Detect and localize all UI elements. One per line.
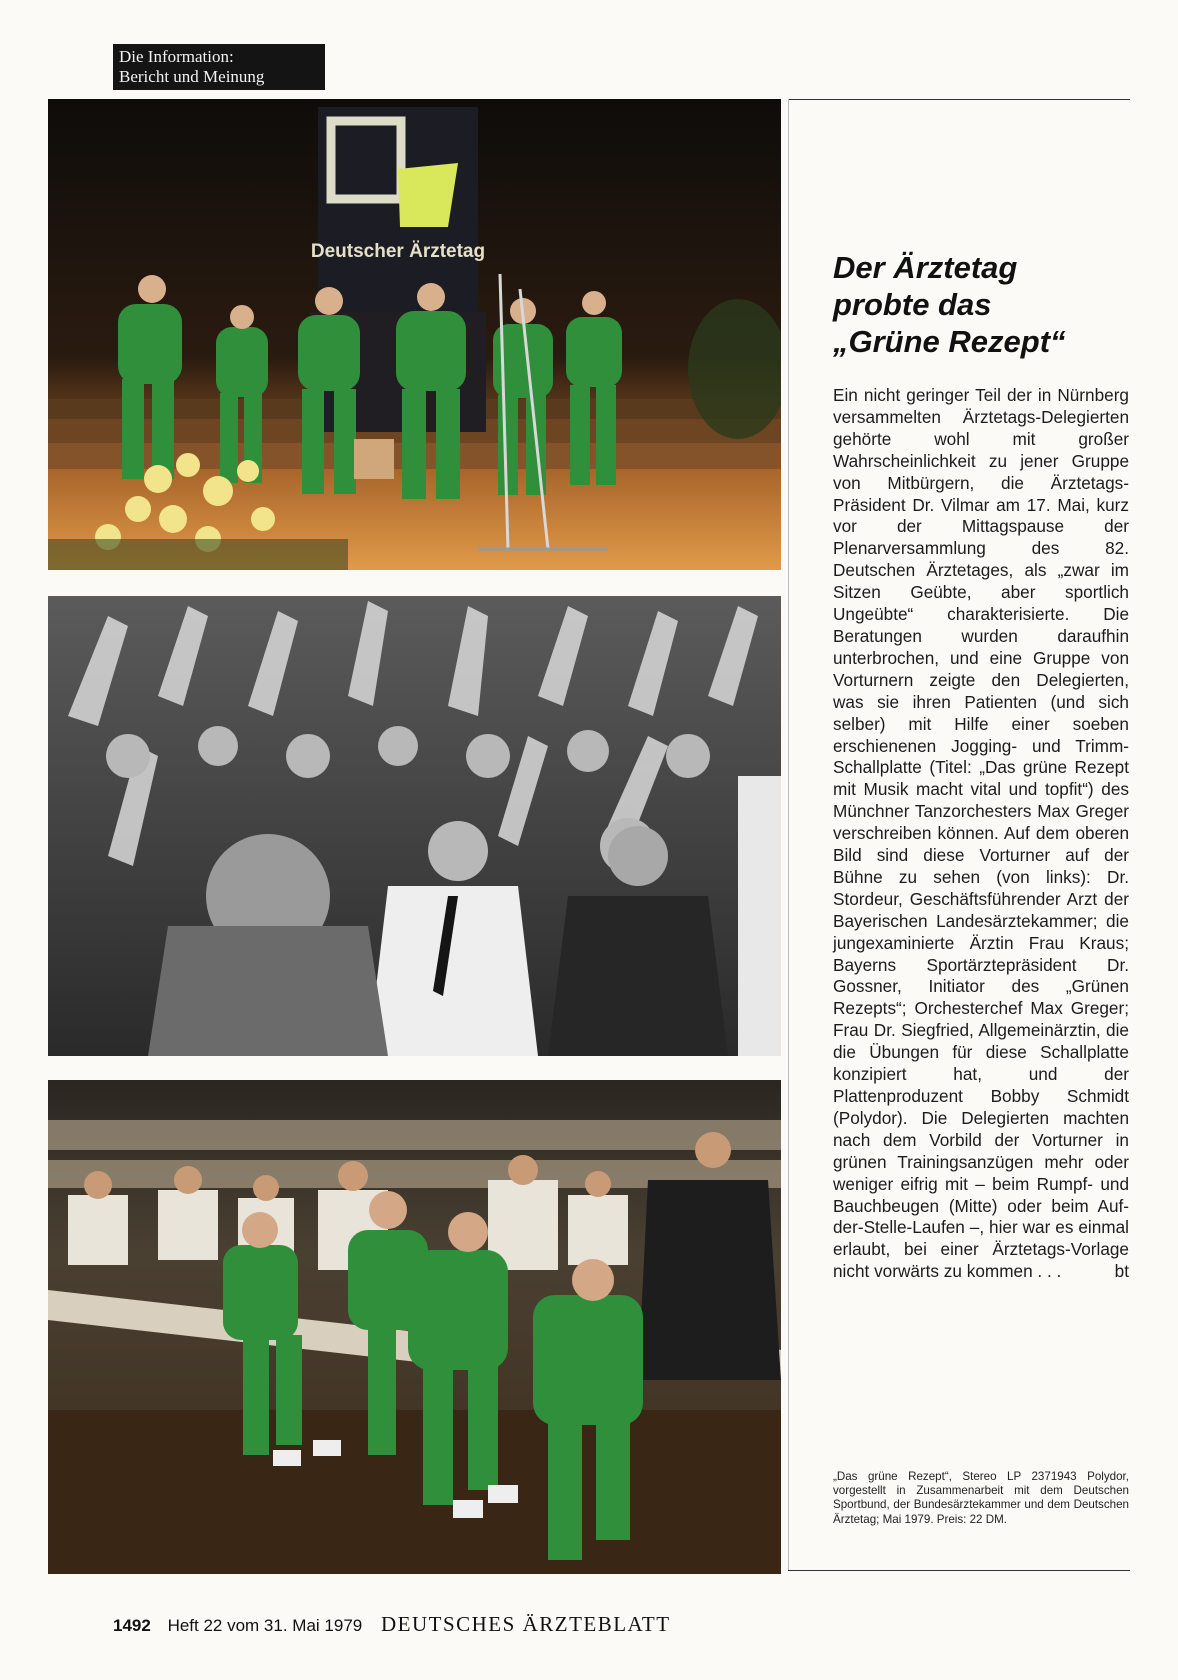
issue-info: Heft 22 vom 31. Mai 1979 — [167, 1616, 363, 1635]
column-divider — [788, 99, 789, 1570]
article-body — [833, 385, 1129, 1283]
section-label-line1: Die Information: — [119, 47, 234, 66]
photo-leaders-in-hall — [48, 1080, 781, 1574]
section-label — [113, 44, 325, 90]
page-number: 1492 — [113, 1616, 151, 1635]
article-headline — [833, 249, 1123, 360]
page-footer — [113, 1612, 813, 1638]
headline-line2: probte das — [833, 287, 992, 322]
photo-stage-exercise-leaders — [48, 99, 781, 570]
journal-name: DEUTSCHES ÄRZTEBLATT — [380, 1612, 671, 1636]
record-footnote: „Das grüne Rezept“, Stereo LP 2371943 Polydor, vorgestellt in Zusammenarbeit mit dem Deutschen Sportbund, der Bundesärztekammer und dem Deutschen Ärztetag; Mai 1979. Preis: 22 DM. — [833, 1470, 1129, 1526]
author-signature: bt — [1114, 1261, 1129, 1282]
photo-delegates-raising-arms — [48, 596, 781, 1056]
headline-line3: „Grüne Rezept“ — [833, 324, 1066, 359]
section-label-line2: Bericht und Meinung — [119, 67, 265, 86]
top-rule — [788, 99, 1130, 100]
article-body-text: Ein nicht geringer Teil der in Nürnberg versammelten Ärztetags-Delegierten gehörte wohl mit großer Wahrscheinlichkeit zu jener Gruppe von Mitbürgern, die Ärztetags-Präsident Dr. Vilmar am 17. Mai, kurz vor der Mittagspause der Plenarversammlung des 82. Deutschen Ärztetages, als „zwar im Sitzen Geübte, aber sportlich Ungeübte“ charakterisierte. Die Beratungen wurden daraufhin unterbrochen, und eine Gruppe von Vorturnern zeigte den Delegierten, was sie ihren Patienten (und sich selber) mit Hilfe einer soeben erschienenen Jogging- und Trimm-Schallplatte (Titel: „Das grüne Rezept mit Musik macht vital und topfit“) des Münchner Tanzorchesters Max Greger verschreiben können. Auf dem oberen Bild sind diese Vorturner auf der Bühne zu sehen (von links): Dr. Stordeur, Geschäftsführender Arzt der Bayerischen Landesärztekammer; die jungexaminierte Ärztin Frau Kraus; Bayerns Sportärztepräsident Dr. Gossner, Initiator des „Grünen Rezepts“; Orchesterchef Max Greger; Frau Dr. Siegfried, Allgemeinärztin, die die Übungen für diese Schallplatte konzipiert hat, und der Plattenproduzent Bobby Schmidt (Polydor). Die Delegierten machten nach dem Vorbild der Vorturner in grünen Trainingsanzügen mehr oder weniger eifrig mit – beim Rumpf- und Bauchbeugen (Mitte) oder beim Auf-der-Stelle-Laufen –, hier war es einmal erlaubt, bei einer Ärztetags-Vorlage nicht vorwärts zu kommen . . . — [833, 385, 1129, 1282]
banner-text: Deutscher Ärztetag — [310, 241, 486, 262]
bottom-rule — [788, 1570, 1130, 1571]
headline-line1: Der Ärztetag — [833, 250, 1018, 285]
